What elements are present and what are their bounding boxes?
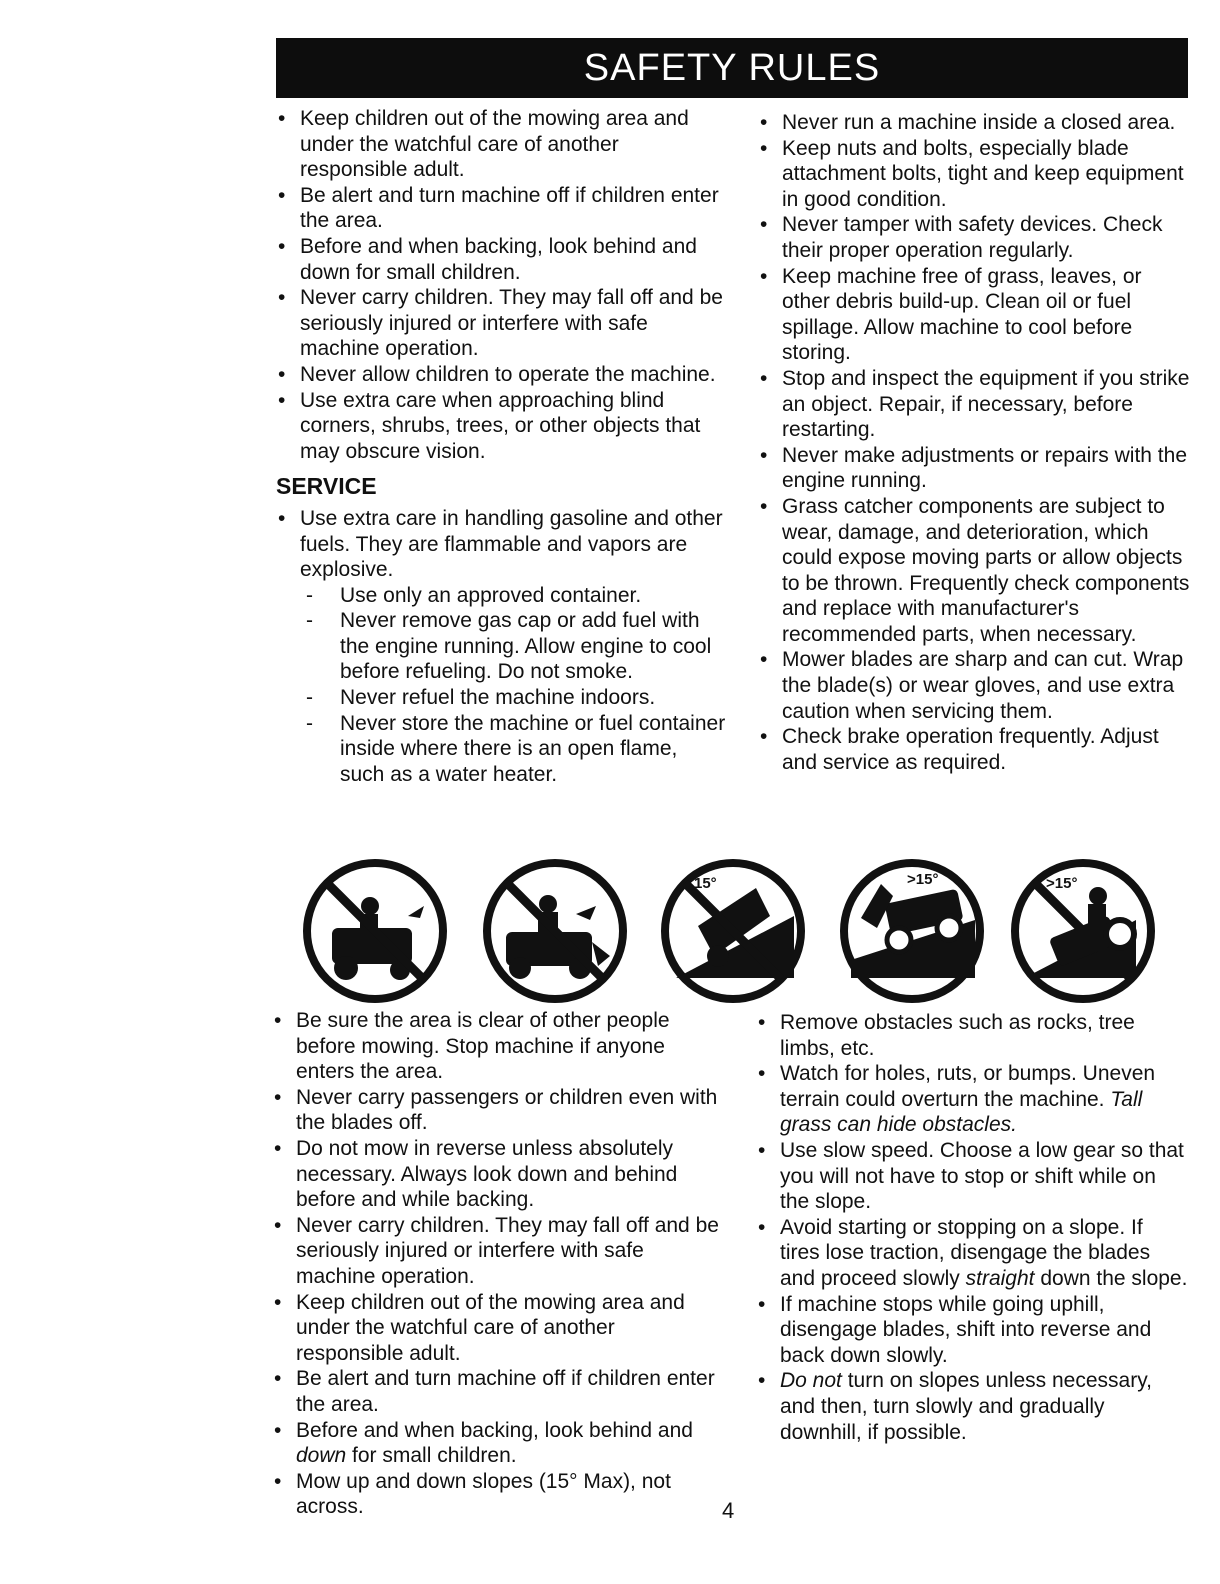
- list-item: [756, 1215, 1188, 1292]
- list-item: • Use extra care when approaching blind corners, shrubs, trees, or other objects that may obscure vision.: [276, 388, 726, 465]
- list-item: • Never carry passengers or children even with the blades off.: [272, 1085, 722, 1136]
- service-heading: SERVICE: [276, 473, 377, 500]
- column-right-top: [758, 110, 1190, 775]
- list-item: • Never run a machine inside a closed area.: [758, 110, 1190, 136]
- page-title: SAFETY RULES: [276, 38, 1188, 98]
- column-left-top: [276, 106, 726, 787]
- service-list: [276, 506, 726, 788]
- list-item: • Stop and inspect the equipment if you strike an object. Repair, if necessary, before restarting.: [758, 366, 1190, 443]
- column-right-bottom: [756, 1010, 1188, 1445]
- list-item: • Before and when backing, look behind and down for small children.: [276, 234, 726, 285]
- no-child-near-mower-icon: [300, 856, 450, 1006]
- list-item: • Do not mow in reverse unless absolutely necessary. Always look down and behind before and while backing.: [272, 1136, 722, 1213]
- emphasis-text: down: [296, 1444, 347, 1468]
- list-item: • Use extra care in handling gasoline and other fuels. They are flammable and vapors are explosive.: [276, 506, 726, 583]
- column-left-bottom: [272, 1008, 722, 1520]
- safety-pictogram-row: [300, 856, 1180, 1006]
- slope-safety-list: [756, 1010, 1188, 1445]
- item-text: down the slope.: [1040, 1266, 1188, 1290]
- list-item: • Mow up and down slopes (15° Max), not across.: [272, 1469, 722, 1520]
- item-text: Avoid starting or stopping on a slope. If tires lose traction, disengage the blades and proceed slowly: [780, 1215, 1151, 1290]
- slope-label: >15°: [1046, 875, 1078, 892]
- emphasis-text: straight: [965, 1266, 1035, 1290]
- list-item: • Keep children out of the mowing area and under the watchful care of another responsible adult.: [276, 106, 726, 183]
- page-number: 4: [722, 1498, 735, 1523]
- list-item: • Grass catcher components are subject to wear, damage, and deterioration, which could expose moving parts or allow objects to be thrown. Frequently check components and replace with manufacturer's recommended parts, when necessary.: [758, 494, 1190, 648]
- sub-list-item: - Never remove gas cap or add fuel with the engine running. Allow engine to cool before refueling. Do not smoke.: [276, 608, 726, 685]
- list-item: • Be alert and turn machine off if children enter the area.: [272, 1366, 722, 1417]
- item-text: turn on slopes unless necessary, and then, turn slowly and gradually downhill, if possible.: [780, 1369, 1152, 1444]
- list-item: • Never tamper with safety devices. Check their proper operation regularly.: [758, 212, 1190, 263]
- emphasis-text: Tall grass can hide obstacles.: [780, 1087, 1143, 1137]
- slope-label: 15°: [694, 875, 717, 892]
- list-item: [272, 1418, 722, 1469]
- list-item: • Remove obstacles such as rocks, tree limbs, etc.: [756, 1010, 1188, 1061]
- list-item: • Keep children out of the mowing area and under the watchful care of another responsible adult.: [272, 1290, 722, 1367]
- rollover-slope-icon: [837, 856, 987, 1006]
- item-text: for small children.: [352, 1444, 517, 1468]
- list-item: • Never make adjustments or repairs with the engine running.: [758, 443, 1190, 494]
- sub-list-item: - Never store the machine or fuel container inside where there is an open flame, such as a water heater.: [276, 711, 726, 788]
- list-item: • Mower blades are sharp and can cut. Wrap the blade(s) or wear gloves, and use extra caution when servicing them.: [758, 647, 1190, 724]
- item-text: Watch for holes, ruts, or bumps. Uneven terrain could overturn the machine.: [780, 1062, 1156, 1111]
- no-steep-slope-icon: [1008, 856, 1158, 1006]
- sub-list-item: - Use only an approved container.: [276, 583, 726, 609]
- list-item: • Never allow children to operate the machine.: [276, 362, 726, 388]
- maintenance-list: [758, 110, 1190, 775]
- list-item: • Never carry children. They may fall off and be seriously injured or interfere with safe machine operation.: [276, 285, 726, 362]
- no-passenger-icon: [480, 856, 630, 1006]
- no-slope-across-icon: [658, 856, 808, 1006]
- emphasis-text: Do not: [780, 1369, 842, 1393]
- mowing-safety-list: [272, 1008, 722, 1520]
- item-text: Before and when backing, look behind and: [296, 1418, 693, 1442]
- list-item: • Keep nuts and bolts, especially blade attachment bolts, tight and keep equipment in good condition.: [758, 136, 1190, 213]
- list-item: • Never carry children. They may fall off and be seriously injured or interfere with safe machine operation.: [272, 1213, 722, 1290]
- list-item: • Keep machine free of grass, leaves, or other debris build-up. Clean oil or fuel spillage. Allow machine to cool before storing.: [758, 264, 1190, 366]
- list-item: • Be sure the area is clear of other people before mowing. Stop machine if anyone enters the area.: [272, 1008, 722, 1085]
- list-item: • Be alert and turn machine off if children enter the area.: [276, 183, 726, 234]
- list-item: • If machine stops while going uphill, disengage blades, shift into reverse and back down slowly.: [756, 1292, 1188, 1369]
- list-item: [756, 1061, 1188, 1138]
- children-safety-list: [276, 106, 726, 464]
- sub-list-item: - Never refuel the machine indoors.: [276, 685, 726, 711]
- list-item: • Use slow speed. Choose a low gear so that you will not have to stop or shift while on the slope.: [756, 1138, 1188, 1215]
- slope-label: >15°: [907, 871, 939, 888]
- list-item: [756, 1368, 1188, 1445]
- list-item: • Check brake operation frequently. Adjust and service as required.: [758, 724, 1190, 775]
